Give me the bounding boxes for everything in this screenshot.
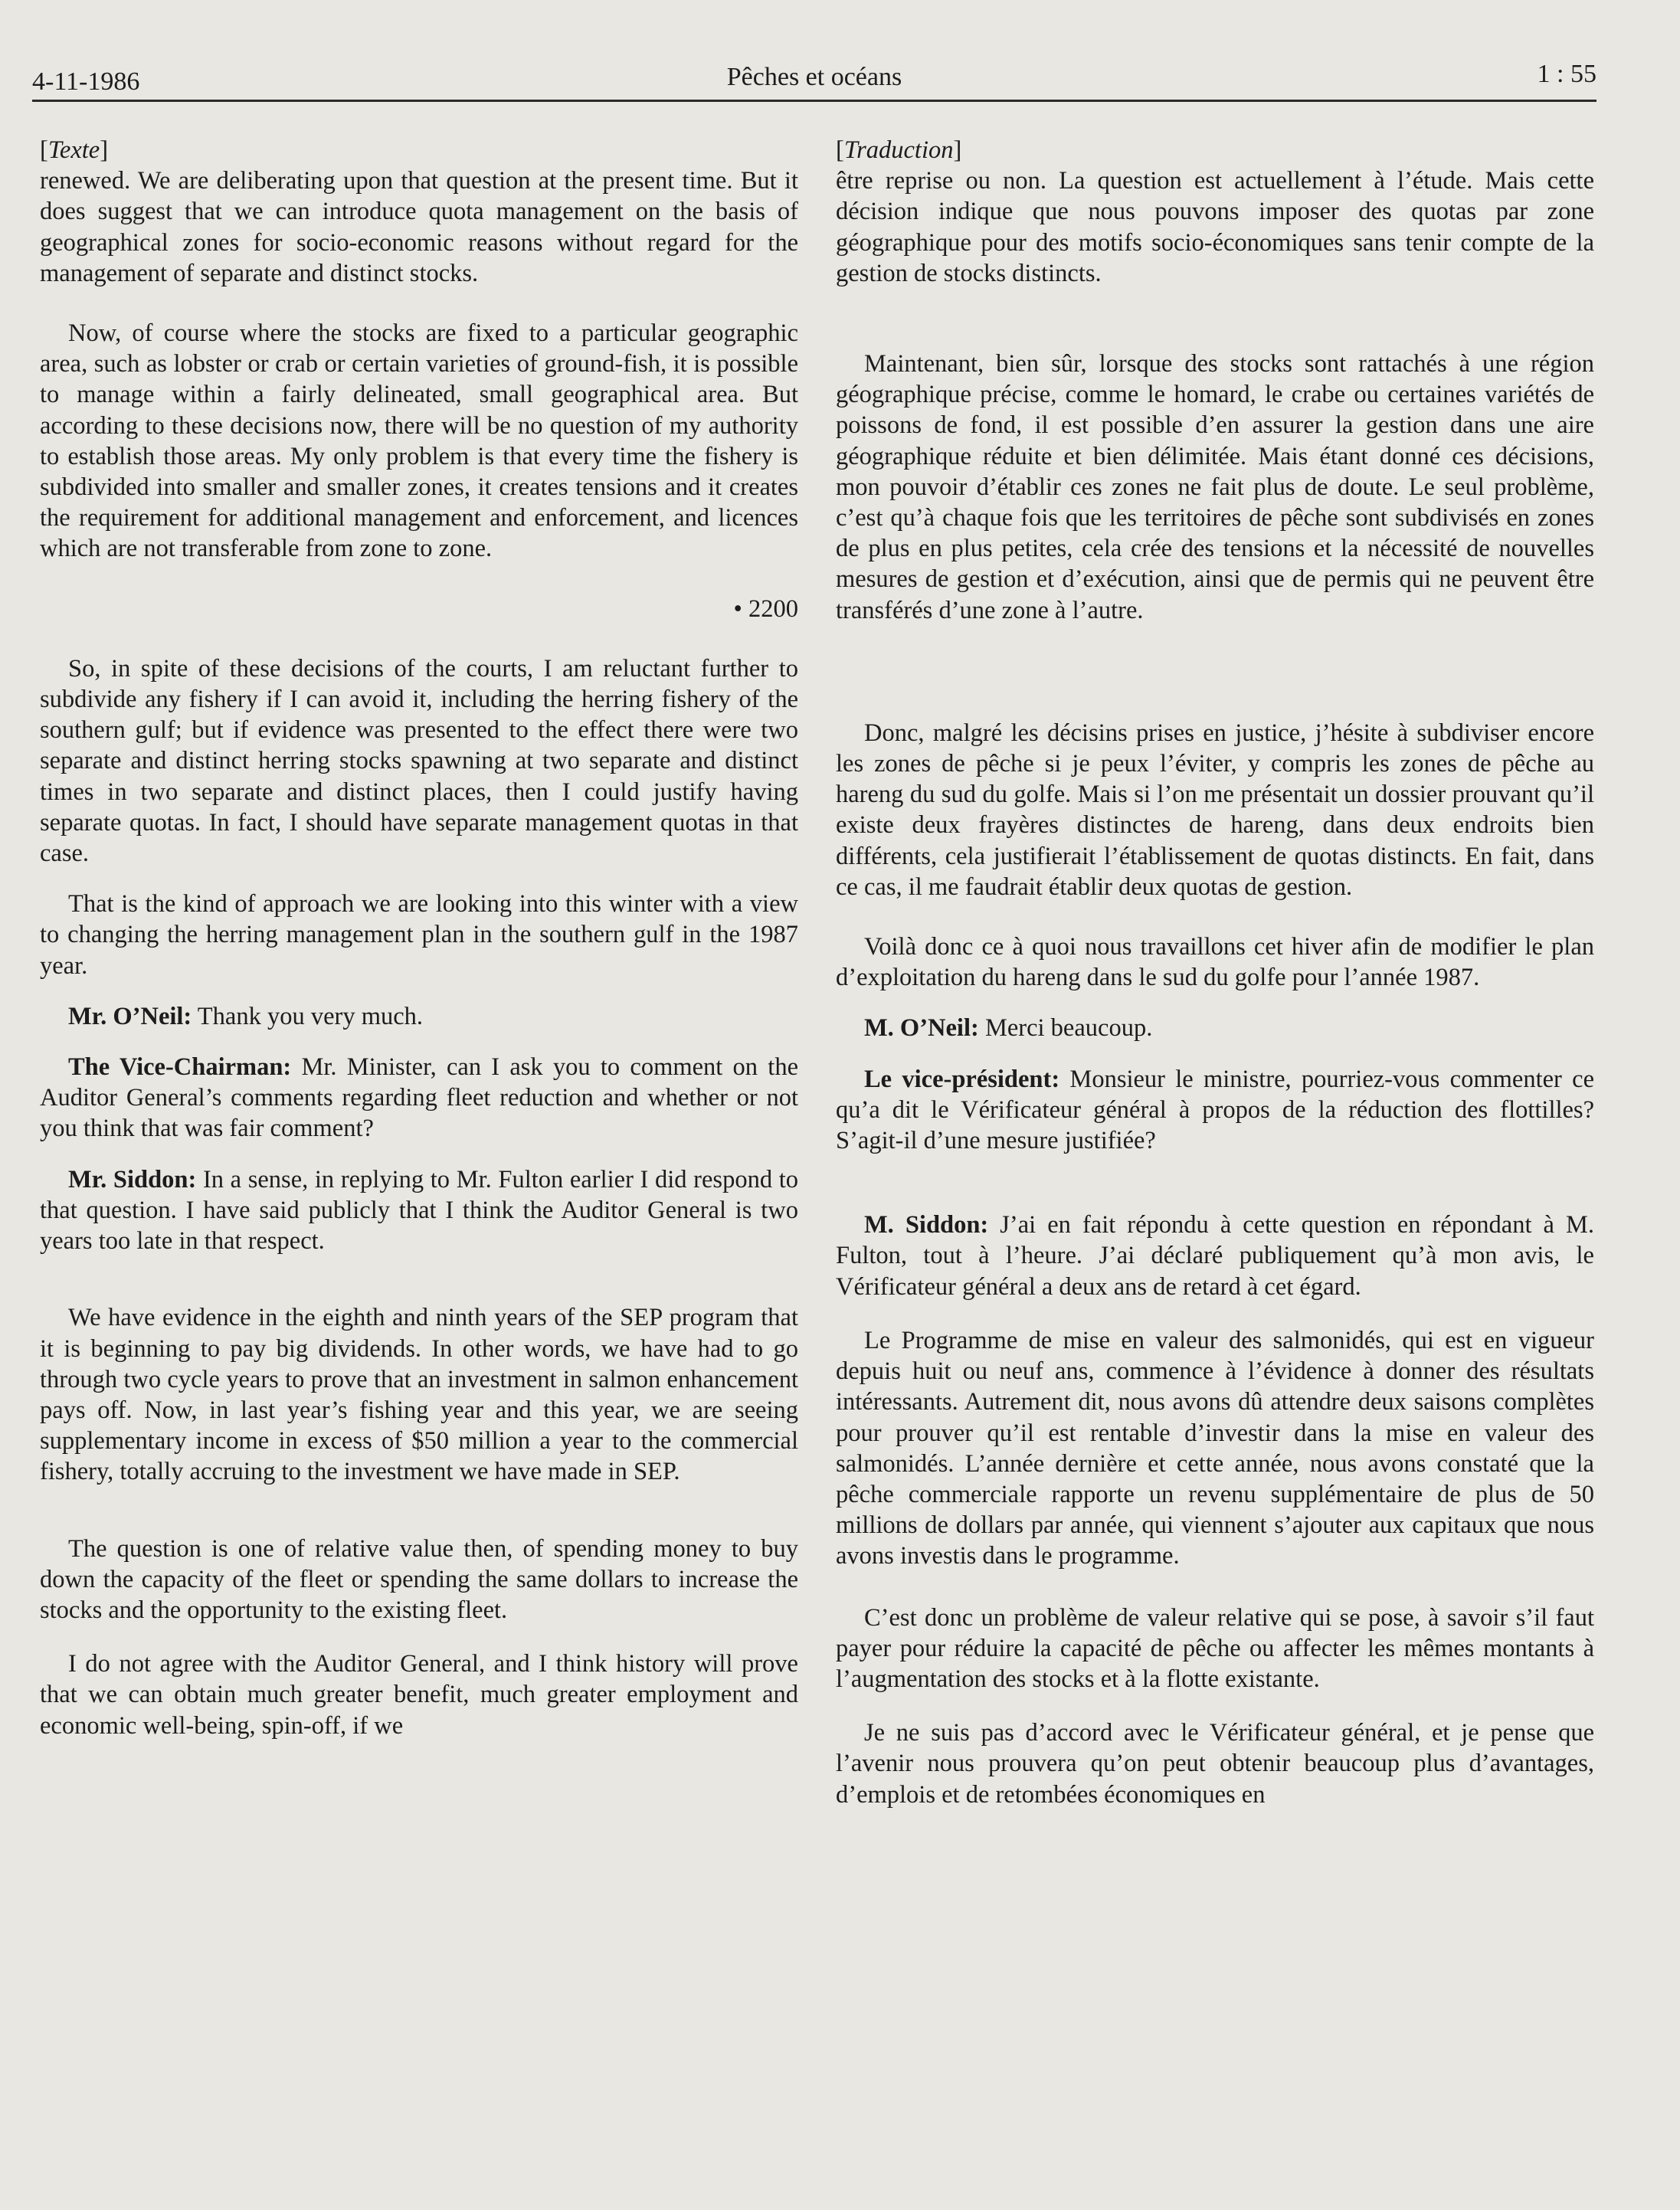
paragraph: Donc, malgré les décisins prises en justice, j’hésite à subdiviser encore les zones de pêche si je peux l’éviter, y compris les zones de pêche au hareng du sud du golfe. Mais si l’on me présentait un dossier prouvant qu’il existe deux frayères distinctes de hareng, dans deux endroits bien différents, cela justifierait l’établissement de quotas distincts. En fait, dans ce cas, il me faudrait établir deux quotas de gestion. xyxy=(836,719,1594,901)
speaker-paragraph: The Vice-Chairman: Mr. Minister, can I ask you to comment on the Auditor General’s comments regarding fleet reduction and whether or not you think that was fair comment? xyxy=(40,1053,798,1143)
speaker-paragraph: M. Siddon: J’ai en fait répondu à cette question en répondant à M. Fulton, tout à l’heure. J’ai déclaré publiquement qu’à mon avis, le Vérificateur général a deux ans de retard à cet égard. xyxy=(836,1211,1595,1301)
speaker-paragraph: M. O’Neil: Merci beaucoup. xyxy=(864,1014,1153,1043)
running-header xyxy=(32,60,1596,102)
paragraph: So, in spite of these decisions of the courts, I am reluctant further to subdivide any fishery if I can avoid it, including the herring fishery of the southern gulf; but if evidence was presented to the effect there were two separate and distinct herring stocks spawning at two separate and distinct times in two separate and distinct places, then I could justify having separate quotas. In fact, I should have separate management quotas in that case. xyxy=(40,654,798,868)
paragraph: That is the kind of approach we are looking into this winter with a view to changing the herring management plan in the southern gulf in the 1987 year. xyxy=(40,890,798,980)
header-date: 4-11-1986 xyxy=(32,67,140,96)
paragraph: Maintenant, bien sûr, lorsque des stocks sont rattachés à une région géographique précise, comme le homard, le crabe ou certaines variétés de poissons de fond, il est possible d’en assurer la gestion dans une aire géographique réduite et bien délimitée. Mais étant donné ces décisions, mon pouvoir d’établir ces zones ne fait plus de doute. Le seul problème, c’est qu’à chaque fois que les territoires de pêche sont subdivisés en zones de plus en plus petites, cela crée des tensions et la nécessité de nouvelles mesures de gestion et d’exécution, ainsi que de permis qui ne peuvent être transférés d’une zone à l’autre. xyxy=(836,350,1594,624)
english-column xyxy=(40,135,798,1741)
paragraph: I do not agree with the Auditor General, and I think history will prove that we can obtain much greater benefit, much greater employment and economic well-being, spin-off, if we xyxy=(40,1650,798,1740)
speaker-paragraph: Mr. O’Neil: Thank you very much. xyxy=(68,1002,424,1030)
speaker-name: M. O’Neil: xyxy=(864,1014,979,1043)
speaker-name: Le vice-président: xyxy=(864,1065,1060,1093)
paragraph: être reprise ou non. La question est actuellement à l’étude. Mais cette décision indique que nous pouvons imposer des quotas par zone géographique pour des motifs socio-économiques sans tenir compte de la gestion de stocks distincts. xyxy=(836,167,1594,287)
speaker-name: Mr. O’Neil: xyxy=(68,1002,192,1030)
header-page-number: 1 : 55 xyxy=(1537,60,1596,88)
paragraph: The question is one of relative value then, of spending money to buy down the capacity of the fleet or spending the same dollars to increase the stocks and the opportunity to the existing fleet. xyxy=(40,1534,798,1624)
section-tag-traduction: [Traduction] xyxy=(836,136,962,164)
paragraph: C’est donc un problème de valeur relative qui se pose, à savoir s’il faut payer pour réduire la capacité de pêche ou affecter les mêmes montants à l’augmentation des stocks et à la flotte existante. xyxy=(836,1603,1594,1693)
timestamp-marker: • 2200 xyxy=(733,594,798,623)
paragraph: Now, of course where the stocks are fixed to a particular geographic area, such as lobster or crab or certain varieties of ground-fish, it is possible to manage within a fairly delineated, small geographical area. But according to these decisions now, there will be no question of my authority to establish those areas. My only problem is that every time the fishery is subdivided into smaller and smaller zones, it creates tensions and it creates the requirement for additional management and enforcement, and licences which are not transferable from zone to zone. xyxy=(40,319,798,563)
french-column xyxy=(836,135,1594,1810)
header-journal-title: Pêches et océans xyxy=(726,63,902,91)
speaker-paragraph: Mr. Siddon: In a sense, in replying to Mr. Fulton earlier I did respond to that question. I have said publicly that I think the Auditor General is two years too late in that respect. xyxy=(40,1165,798,1256)
paragraph: Je ne suis pas d’accord avec le Vérificateur général, et je pense que l’avenir nous prouvera qu’on peut obtenir beaucoup plus d’avantages, d’emplois et de retombées économiques en xyxy=(836,1719,1594,1809)
paragraph: We have evidence in the eighth and ninth years of the SEP program that it is beginning to pay big dividends. In other words, we have had to go through two cycle years to prove that an investment in salmon enhancement pays off. Now, in last year’s fishing year and this year, we are seeing supplementary income in excess of $50 million a year to the commercial fishery, totally accruing to the investment we have made in SEP. xyxy=(40,1304,798,1486)
paragraph: Voilà donc ce à quoi nous travaillons cet hiver afin de modifier le plan d’exploitation du hareng dans le sud du golfe pour l’année 1987. xyxy=(836,933,1594,992)
speaker-name: Mr. Siddon: xyxy=(68,1165,197,1193)
paragraph: renewed. We are deliberating upon that question at the present time. But it does suggest that we can introduce quota management on the basis of geographical zones for socio-economic reasons without regard for the management of separate and distinct stocks. xyxy=(40,167,798,287)
speaker-name: The Vice-Chairman: xyxy=(68,1053,292,1082)
paragraph: Le Programme de mise en valeur des salmonidés, qui est en vigueur depuis huit ou neuf ans, commence à l’évidence à donner des résultats intéressants. Autrement dit, nous avons dû attendre deux saisons complètes pour prouver qu’il est rentable d’investir dans la mise en valeur des salmonidés. L’année dernière et cette année, nous avons constaté que la pêche commerciale rapporte un revenu supplémentaire de plus de 50 millions de dollars par année, qui viennent s’ajouter aux capitaux que nous avons investis dans le programme. xyxy=(836,1326,1594,1570)
speaker-name: M. Siddon: xyxy=(864,1211,989,1239)
section-tag-texte: [Texte] xyxy=(40,136,109,164)
speaker-paragraph: Le vice-président: Monsieur le ministre, pourriez-vous commenter ce qu’a dit le Vérificateur général à propos de la réduction des flottilles? S’agit-il d’une mesure justifiée? xyxy=(836,1065,1594,1155)
